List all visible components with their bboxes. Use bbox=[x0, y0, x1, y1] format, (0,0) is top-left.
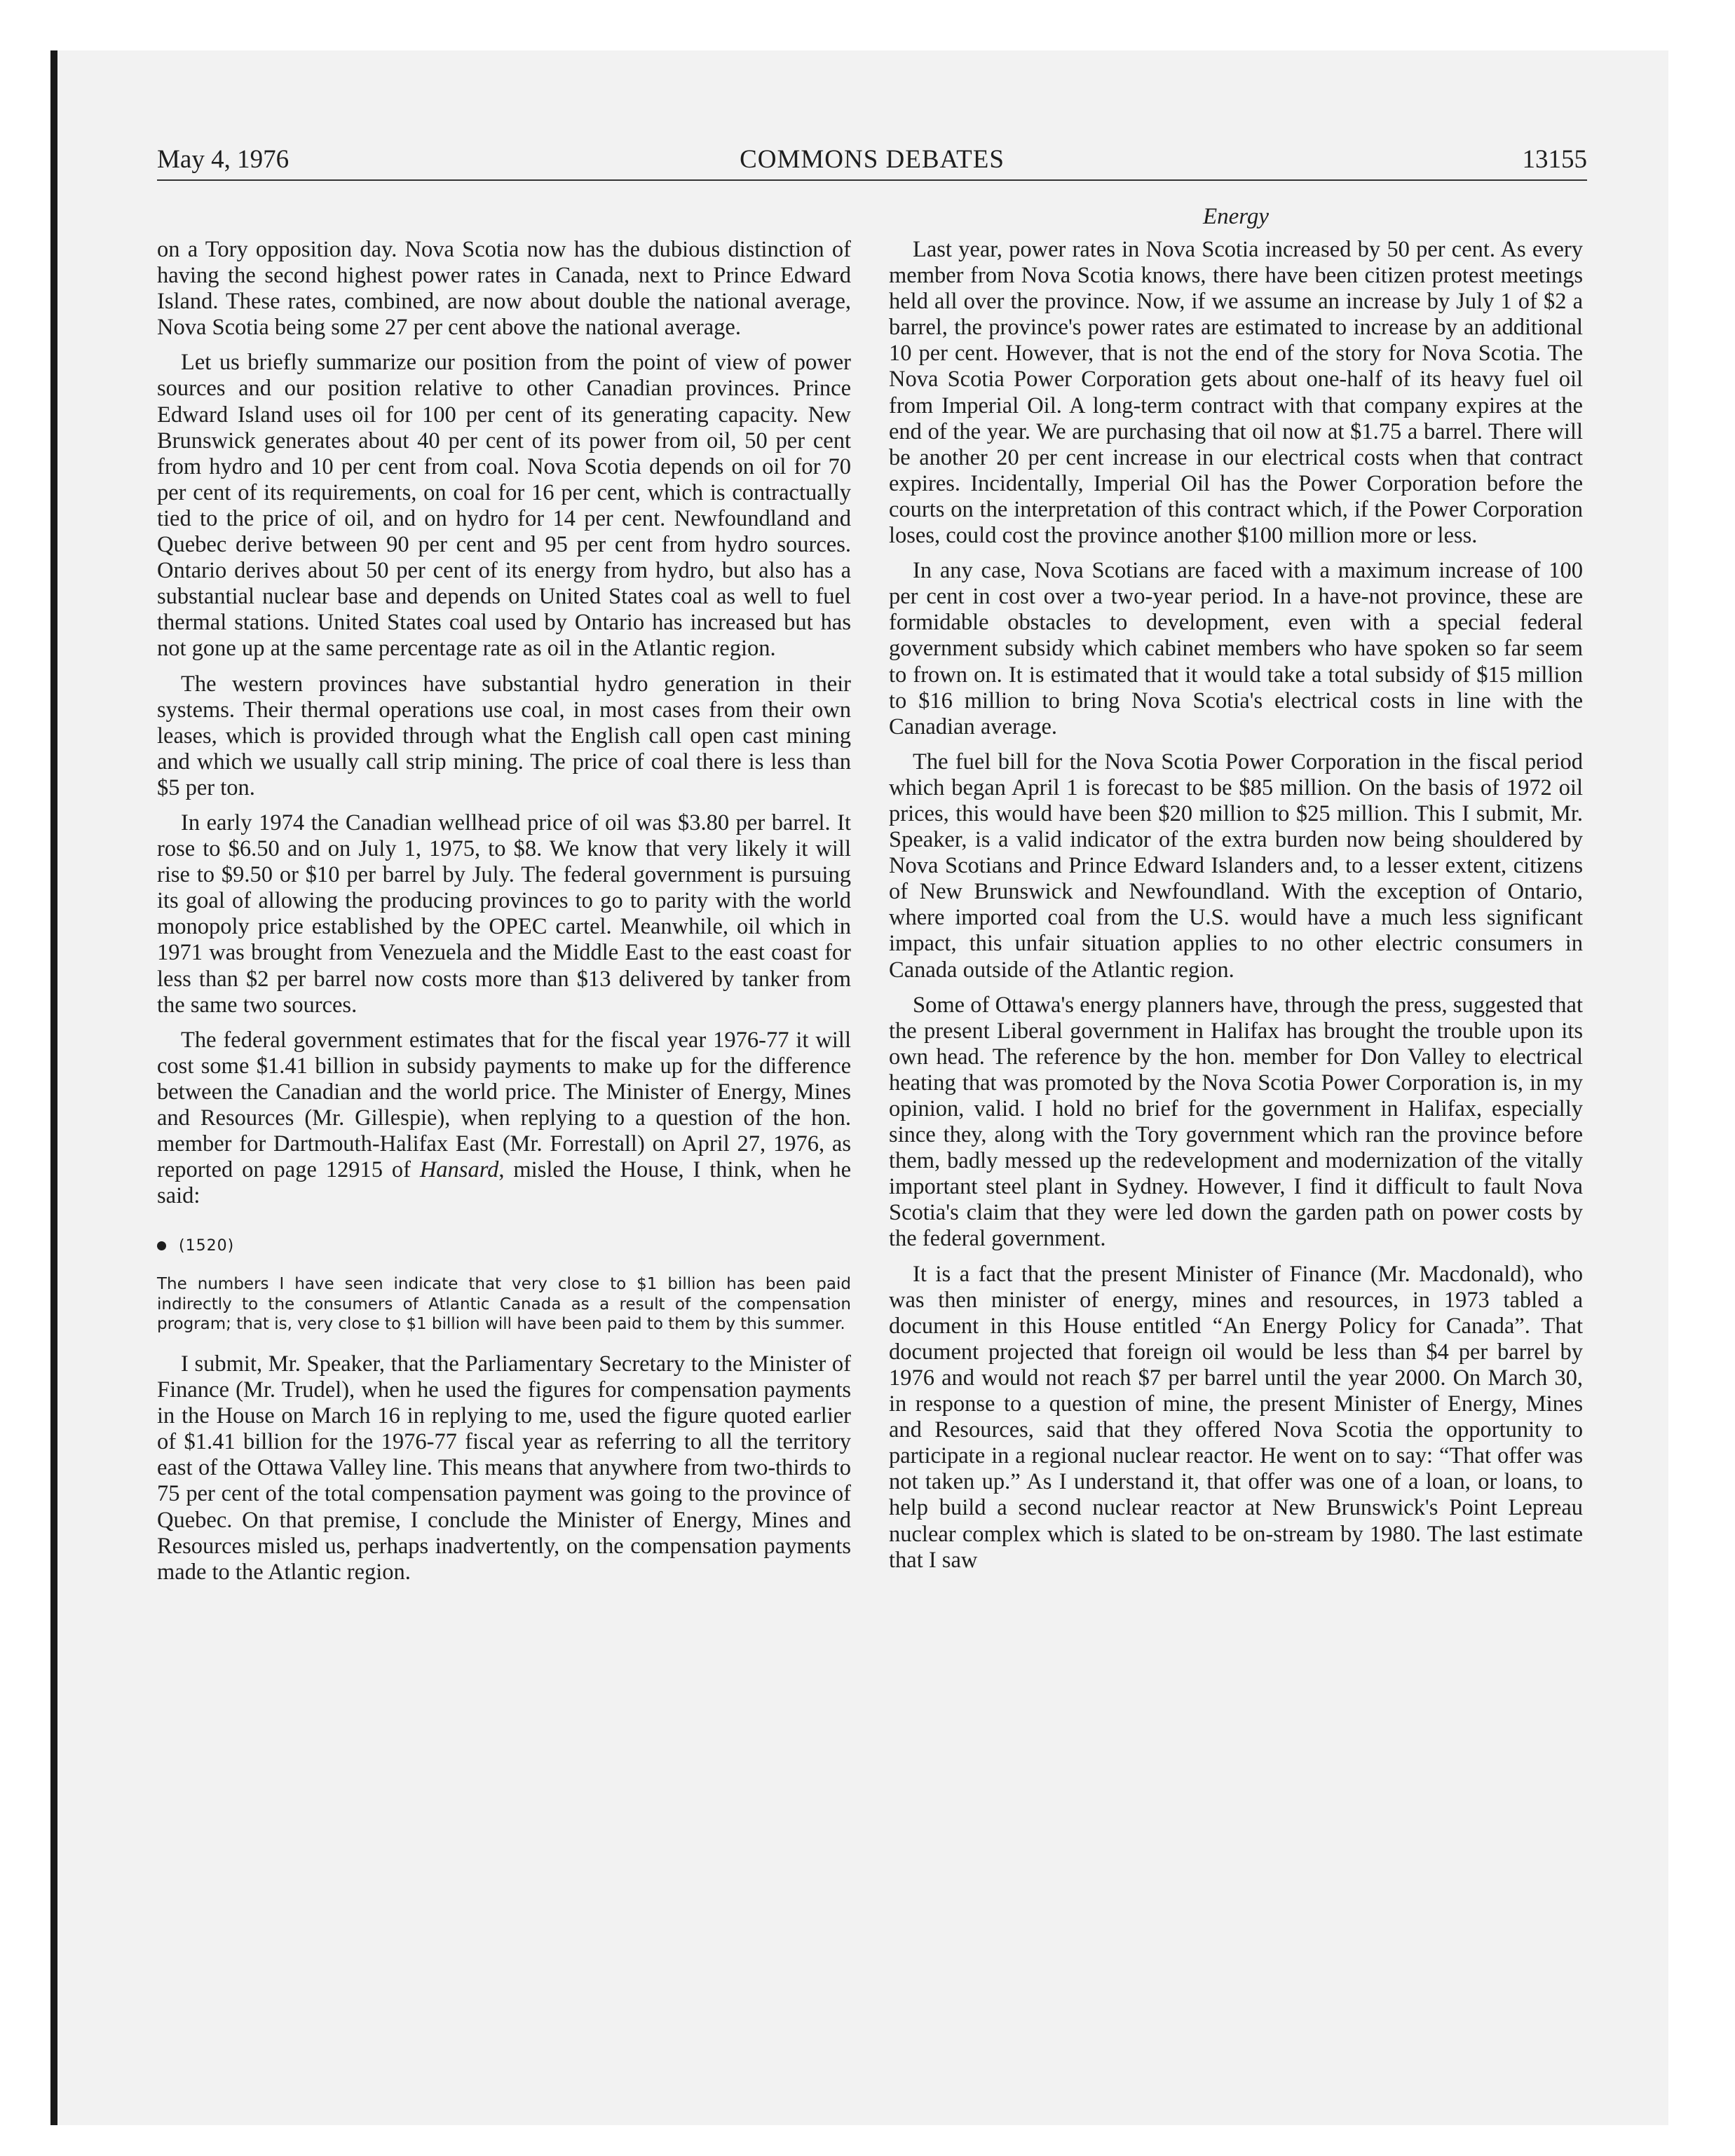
header-rule bbox=[157, 179, 1587, 181]
page-number: 13155 bbox=[1522, 145, 1587, 174]
paragraph: I submit, Mr. Speaker, that the Parliamentary Secretary to the Minister of Finance (Mr. Trudel), when he used the figures for compensation payments in the House on March 16 in replying to me, used the figure quoted earlier of $1.41 billion for the 1976-77 fiscal year as referring to all the territory east of the Ottawa Valley line. This means that anywhere from two-thirds to 75 per cent of the total compensation payment was going to the province of Quebec. On that premise, I conclude the Minister of Energy, Mines and Resources misled us, perhaps inadvertently, on the compensation payments made to the Atlantic region. bbox=[157, 1351, 851, 1585]
time-marker bbox=[157, 1233, 851, 1259]
publication-title: COMMONS DEBATES bbox=[740, 145, 1005, 174]
page-header bbox=[157, 144, 1587, 181]
left-column bbox=[157, 237, 851, 1595]
paragraph: In any case, Nova Scotians are faced with a maximum increase of 100 per cent in cost over a two-year period. In a have-not province, these are formidable obstacles to development, even with a special federal government subsidy which cabinet members who have spoken so far seem to frown on. It is estimated that it would take a total subsidy of $15 million to $16 million to bring Nova Scotia's electrical costs in line with the Canadian average. bbox=[889, 558, 1583, 739]
paragraph: In early 1974 the Canadian wellhead price of oil was $3.80 per barrel. It rose to $6.50 and on July 1, 1975, to $8. We know that very likely it will rise to $9.50 or $10 per barrel by July. The federal government is pursuing its goal of allowing the producing provinces to go to parity with the world monopoly price established by the OPEC cartel. Meanwhile, oil which in 1971 was brought from Venezuela and the Middle East to the east coast for less than $2 per barrel now costs more than $13 delivered by tanker from the same two sources. bbox=[157, 810, 851, 1018]
bullet-icon bbox=[157, 1241, 166, 1250]
paragraph: Some of Ottawa's energy planners have, through the press, suggested that the present Liberal government in Halifax has brought the trouble upon its own head. The reference by the hon. member for Don Valley to electrical heating that was promoted by the Nova Scotia Power Corporation is, in my opinion, valid. I hold no brief for the government in Halifax, especially since they, along with the Tory government which ran the province before them, badly messed up the redevelopment and modernization of the vitally important steel plant in Sydney. However, I find it difficult to fault Nova Scotia's claim that they were led down the garden path on power costs by the federal government. bbox=[889, 992, 1583, 1252]
time-marker-label: (1520) bbox=[179, 1237, 235, 1255]
paragraph: It is a fact that the present Minister of Finance (Mr. Macdonald), who was then minister of energy, mines and resources, in 1973 tabled a document in this House entitled “An Energy Policy for Canada”. That document projected that foreign oil would be less than $4 per barrel by 1976 and would not reach $7 per barrel until the year 2000. On March 30, in response to a question of mine, the present Minister of Energy, Mines and Resources, said that they offered Nova Scotia the opportunity to participate in a regional nuclear reactor. He went on to say: “That offer was not taken up.” As I understand it, that offer was one of a loan, or loans, to help build a second nuclear reactor at New Brunswick's Point Lepreau nuclear complex which is slated to be on-stream by 1980. The last estimate that I saw bbox=[889, 1261, 1583, 1573]
paragraph-text: , misled the House, I think, when he said: bbox=[157, 1157, 851, 1209]
scan-edge bbox=[50, 50, 57, 2125]
paragraph: Let us briefly summarize our position from the point of view of power sources and our position relative to other Canadian provinces. Prince Edward Island uses oil for 100 per cent of its generating capacity. New Brunswick generates about 40 per cent of its power from oil, 50 per cent from hydro and 10 per cent from coal. Nova Scotia depends on oil for 70 per cent of its requirements, on coal for 16 per cent, which is contractually tied to the price of oil, and on hydro for 14 per cent. Newfoundland and Quebec derive between 90 per cent and 95 per cent from hydro sources. Ontario derives about 50 per cent of its energy from hydro, but also has a substantial nuclear base and depends on United States coal as well to fuel thermal stations. United States coal used by Ontario has increased but has not gone up at the same percentage rate as oil in the Atlantic region. bbox=[157, 350, 851, 662]
hansard-title: Hansard bbox=[419, 1157, 499, 1183]
paragraph: on a Tory opposition day. Nova Scotia now has the dubious distinction of having the second highest power rates in Canada, next to Prince Edward Island. These rates, combined, are now about double the national average, Nova Scotia being some 27 per cent above the national average. bbox=[157, 237, 851, 341]
paragraph bbox=[157, 1028, 851, 1210]
paragraph-text: The federal government estimates that for the fiscal year 1976-77 it will cost some $1.41 billion in subsidy payments to make up for the difference between the Canadian and the world price. The Minister of Energy, Mines and Resources (Mr. Gillespie), when replying to a question of the hon. member for Dartmouth-Halifax East (Mr. Forrestall) on April 27, 1976, as reported on page 12915 of bbox=[157, 1027, 851, 1183]
right-column bbox=[889, 237, 1583, 1583]
paragraph: The fuel bill for the Nova Scotia Power Corporation in the fiscal period which began April 1 is forecast to be $85 million. On the basis of 1972 oil prices, this would have been $20 million to $25 million. This I submit, Mr. Speaker, is a valid indicator of the extra burden now being shouldered by Nova Scotians and Prince Edward Islanders and, to a lesser extent, citizens of New Brunswick and Newfoundland. With the exception of Ontario, where imported coal from the U.S. would have a much less significant impact, this unfair situation applies to no other electric consumers in Canada outside of the Atlantic region. bbox=[889, 749, 1583, 983]
paragraph: The western provinces have substantial hydro generation in their systems. Their thermal operations use coal, in most cases from their own leases, which is provided through what the English call open cast mining and which we usually call strip mining. The price of coal there is less than $5 per ton. bbox=[157, 671, 851, 800]
section-label: Energy bbox=[1202, 204, 1270, 229]
header-date: May 4, 1976 bbox=[157, 145, 290, 174]
block-quote: The numbers I have seen indicate that very close to $1 billion has been paid indirectly to the consumers of Atlantic Canada as a result of the compensation program; that is, very close to $1 billion will have been paid to them by this summer. bbox=[157, 1275, 851, 1334]
paragraph: Last year, power rates in Nova Scotia increased by 50 per cent. As every member from Nova Scotia knows, there have been citizen protest meetings held all over the province. Now, if we assume an increase by July 1 of $2 a barrel, the province's power rates are estimated to increase by an additional 10 per cent. However, that is not the end of the story for Nova Scotia. The Nova Scotia Power Corporation gets about one-half of its heavy fuel oil from Imperial Oil. A long-term contract with that company expires at the end of the year. We are purchasing that oil now at $1.75 a barrel. There will be another 20 per cent increase in our electrical costs when that contract expires. Incidentally, Imperial Oil has the Power Corporation before the courts on the interpretation of this contract which, if the Power Corporation loses, could cost the province another $100 million more or less. bbox=[889, 237, 1583, 549]
